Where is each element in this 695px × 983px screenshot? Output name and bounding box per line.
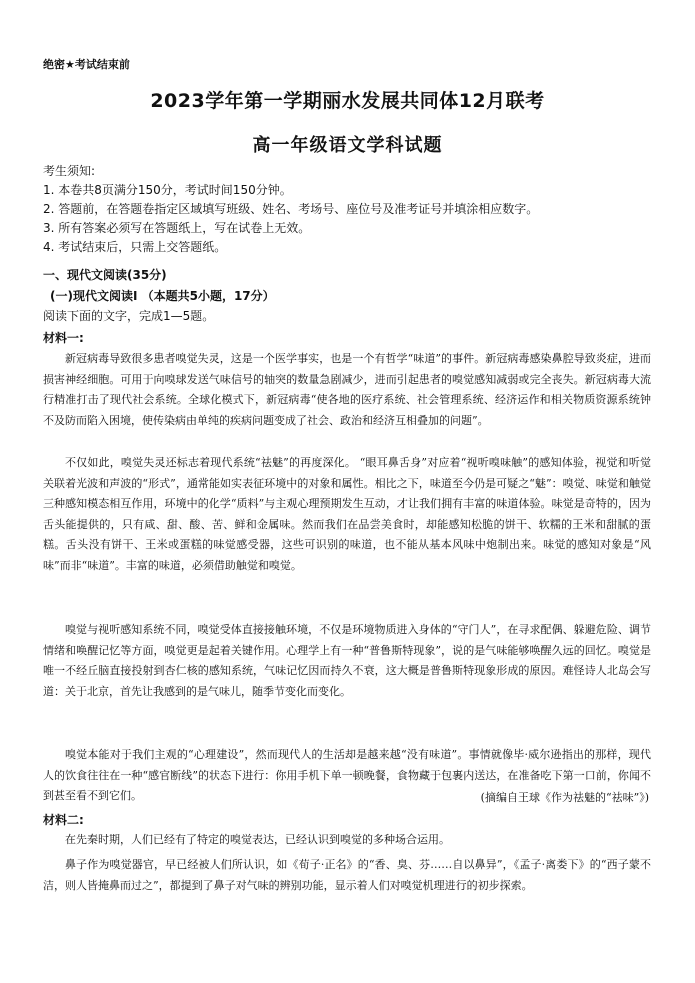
material2-paragraph: 在先秦时期，人们已经有了特定的嗅觉表达，已经认识到嗅觉的多种场合运用。	[65, 833, 450, 846]
reading-instruction: 阅读下面的文字，完成1—5题。	[43, 309, 215, 323]
material2-paragraph: 鼻子作为嗅觉器官，早已经被人们所认识，如《荀子·正名》的“香、臭、芬……自以鼻异”，《孟子·离娄下》的“西子蒙不洁，则人皆掩鼻而过之”，都提到了鼻子对气味的辨别功能，显示着人们对嗅觉机理进行的初步探索。	[43, 858, 651, 892]
material2-label: 材料二:	[43, 813, 84, 827]
material1-paragraph: 新冠病毒导致很多患者嗅觉失灵，这是一个医学事实，也是一个有哲学“味道”的事件。新冠病毒感染鼻腔导致炎症，进而损害神经细胞。可用于向嗅球发送气味信号的轴突的数量急剧减少，进而引起患者的嗅觉感知减弱或完全丧失。新冠病毒大流行精准打击了现代社会系统。全球化模式下，新冠病毒“使各地的医疗系统、社会管理系统、经济运作和相关物质资源系统钟不及防而陷入困境，使传染病由单纯的疾病问题变成了社会、政治和经济互相叠加的问题”。	[43, 352, 651, 427]
section-heading: 一、现代文阅读(35分)	[43, 268, 167, 282]
confidential-label: 绝密★考试结束前	[43, 58, 130, 71]
material1-paragraph: 不仅如此，嗅觉失灵还标志着现代系统“祛魅”的再度深化。 “眼耳鼻舌身”对应着“视听嗅味触”的感知体验，视觉和听觉关联着光波和声波的“形式”，通常能如实表征环境中的对象和属性。相比之下，味道至今仍是可疑之“魅”：嗅觉、味觉和触觉三种感知模态相互作用，环境中的化学“质料”与主观心理预期发生互动，才让我们拥有丰富的味道体验。味觉是奇特的，因为舌头能提供的，只有咸、甜、酸、苦、鲜和金属味。然而我们在品尝美食时，却能感知松脆的饼干、软糯的王米和甜腻的蛋糕。舌头没有饼干、王米或蛋糕的味觉感受器，这些可识别的味道，也不能从基本风味中炮制出来。味觉的感知对象是“风味”而非“味道”。丰富的味道，必须借助触觉和嗅觉。	[43, 456, 651, 572]
material1-source: (摘编自王球《作为祛魅的“祛味”》)	[480, 791, 649, 804]
subsection-heading: (一)现代文阅读I （本题共5小题，17分）	[50, 289, 275, 303]
notes-item: 2. 答题前，在答题卷指定区域填写班级、姓名、考场号、座位号及准考证号并填涂相应数字。	[43, 202, 539, 216]
material1-paragraph: 嗅觉本能对于我们主观的“心理建设”，然而现代人的生活却是越来越“没有味道”。事情就像毕·威尔逊指出的那样，现代人的饮食往往在一种“感官断线”的状态下进行：你用手机下单一顿晚餐，食物藏于包裹内送达，在准备吃下第一口前，你闻不到甚至看不到它们。	[43, 748, 651, 803]
subject-title: 高一年级语文学科试题	[252, 135, 443, 156]
notes-item: 4. 考试结束后，只需上交答题纸。	[43, 240, 227, 254]
material1-paragraph: 嗅觉与视听感知系统不同，嗅觉受体直接接触环境，不仅是环境物质进入身体的“守门人”，在寻求配偶、躲避危险、调节情绪和唤醒记忆等方面，嗅觉更是起着关键作用。心理学上有一种“普鲁斯特现象”，说的是气味能够唤醒久远的回忆。嗅觉是唯一不经丘脑直接投射到杏仁核的感知系统，气味记忆因而持久不衰，这大概是普鲁斯特现象形成的原因。难怪诗人北岛会写道：关于北京，首先让我感到的是气味儿，随季节变化而变化。	[43, 623, 651, 698]
notes-heading: 考生须知:	[43, 164, 96, 178]
candidate-notes	[43, 162, 663, 257]
material1-label: 材料一:	[43, 331, 84, 345]
notes-item: 3. 所有答案必须写在答题纸上，写在试卷上无效。	[43, 221, 311, 235]
exam-title: 2023学年第一学期丽水发展共同体12月联考	[150, 90, 545, 112]
notes-item: 1. 本卷共8页满分150分，考试时间150分钟。	[43, 183, 292, 197]
